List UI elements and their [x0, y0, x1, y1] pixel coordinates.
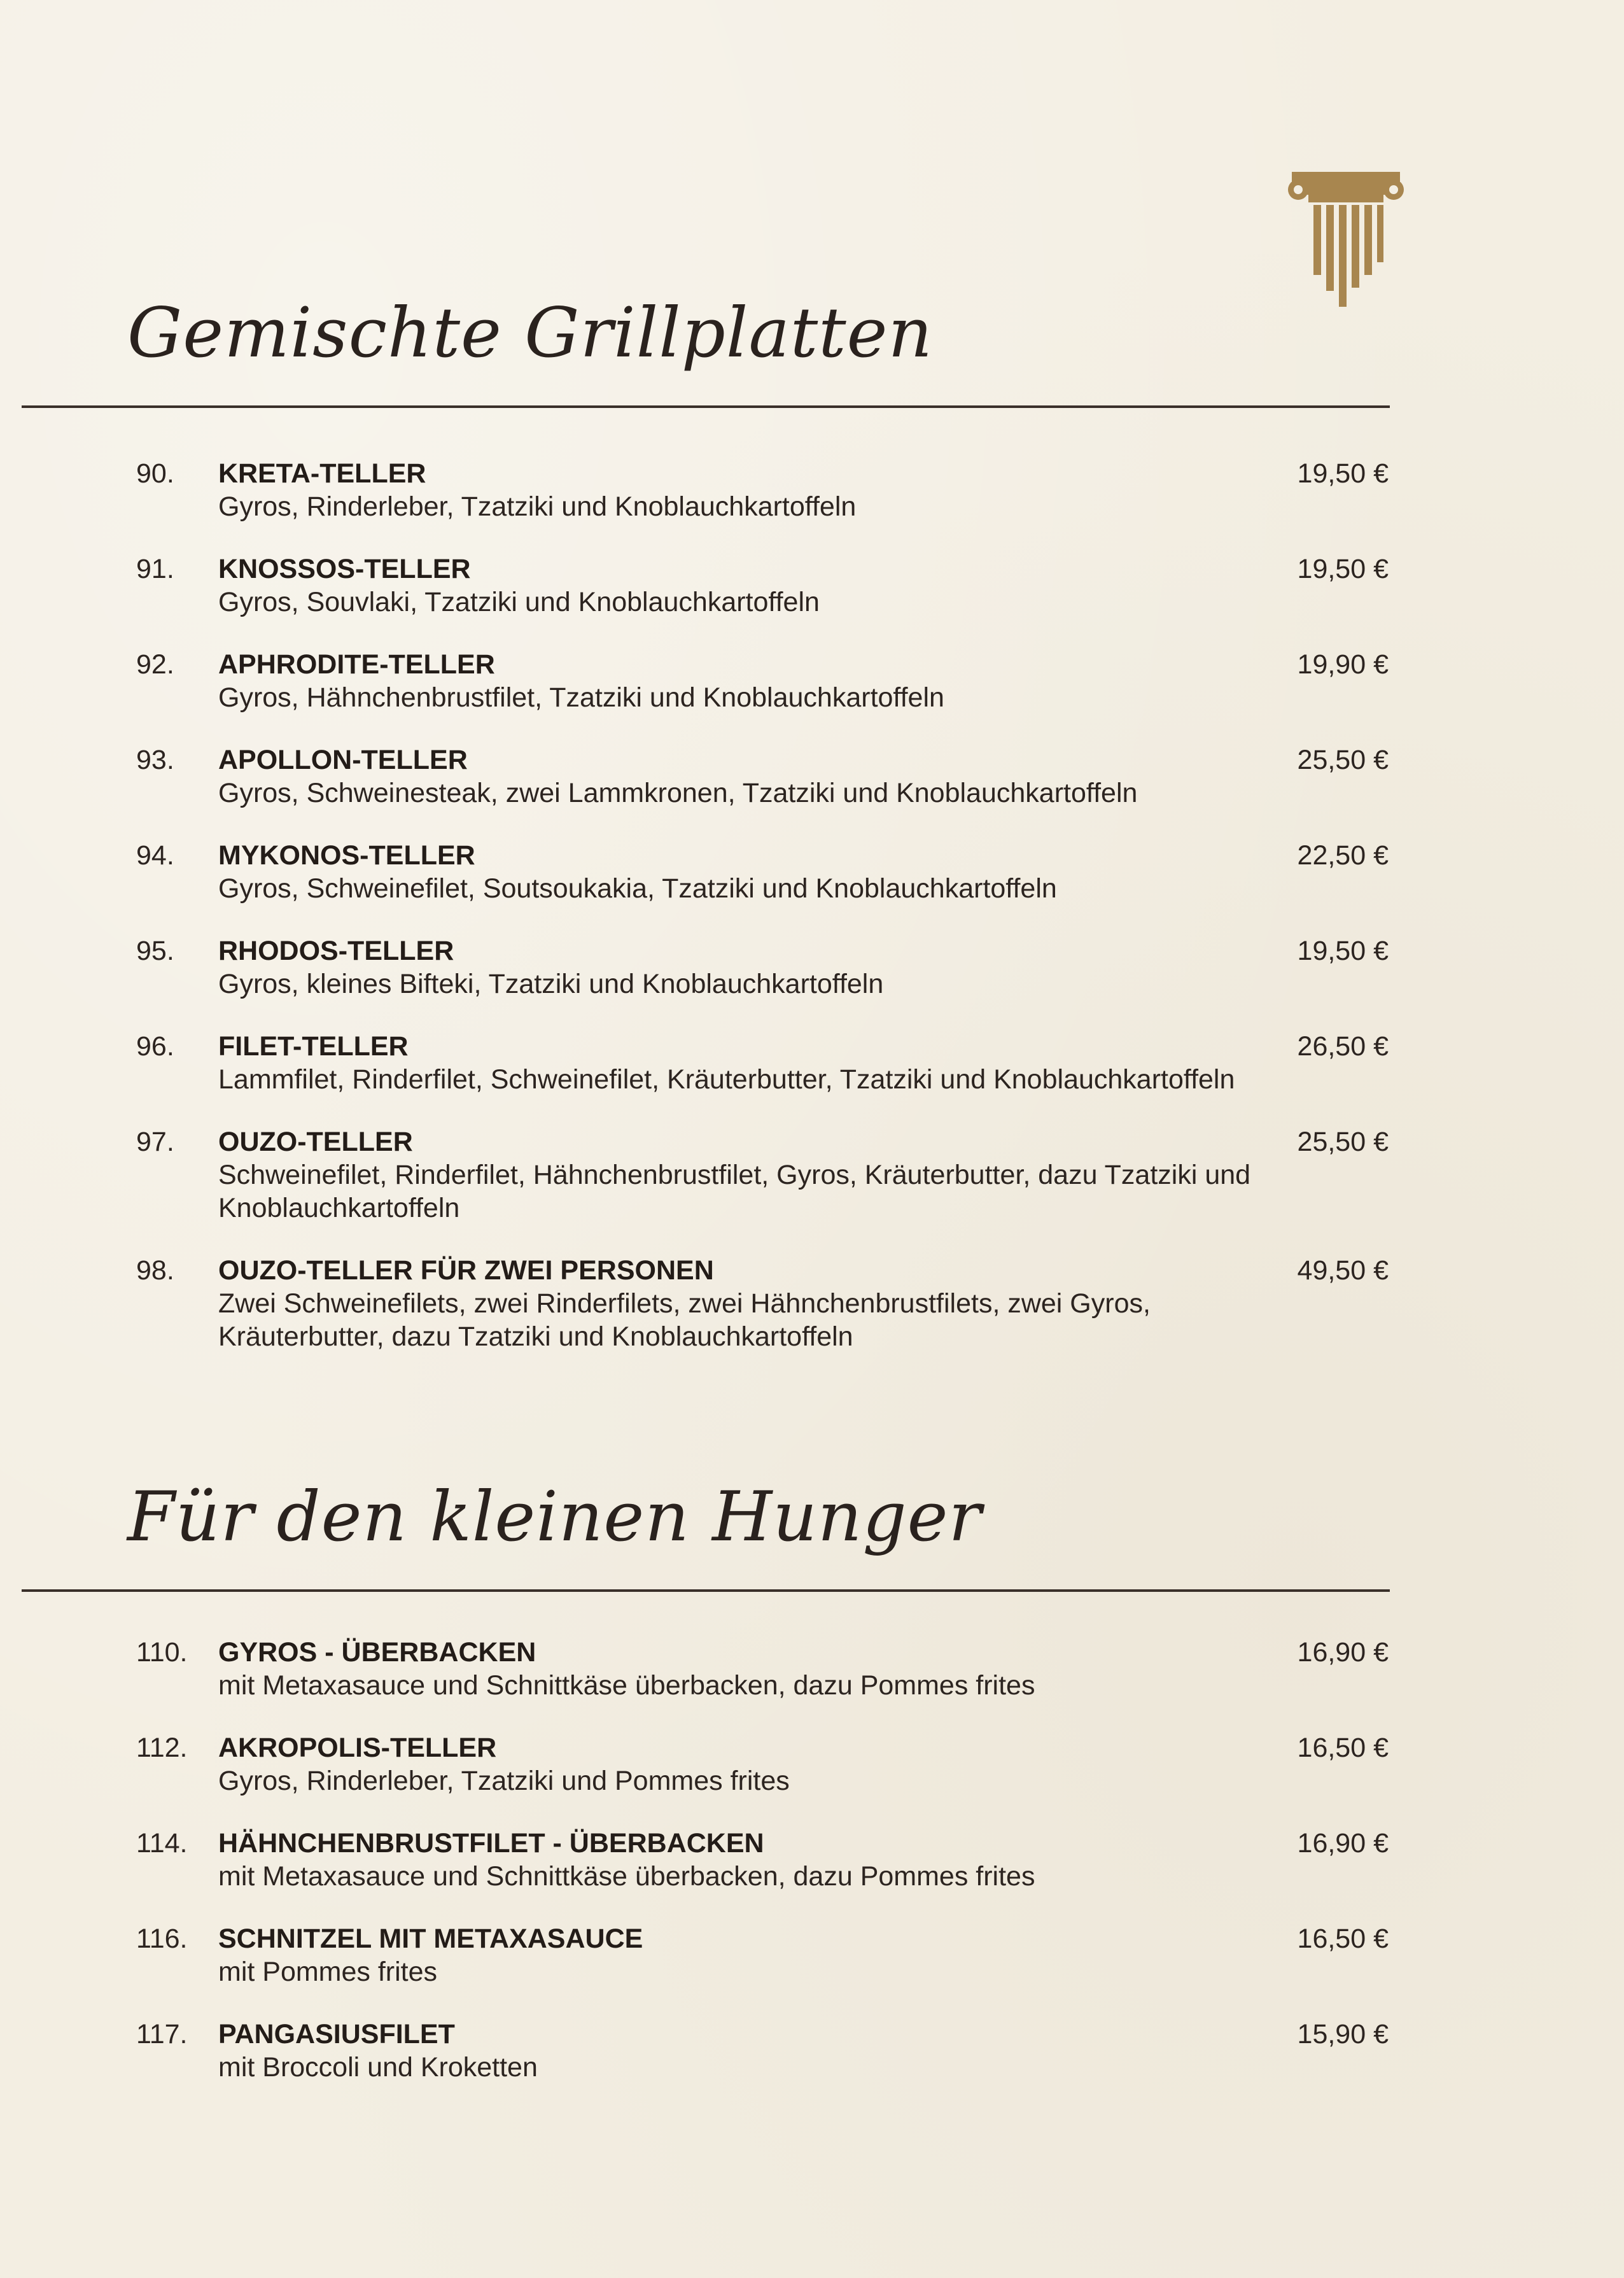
- item-name: APOLLON-TELLER: [218, 745, 468, 775]
- item-description: Gyros, Schweinesteak, zwei Lammkronen, Tzatziki und Knoblauchkartoffeln: [218, 778, 1138, 808]
- item-price: 49,50 €: [1297, 1255, 1389, 1286]
- item-price: 16,50 €: [1297, 1733, 1389, 1763]
- item-name: KRETA-TELLER: [218, 458, 426, 489]
- item-name: SCHNITZEL MIT METAXASAUCE: [218, 1923, 643, 1954]
- menu-item: [0, 2018, 1624, 2084]
- item-description: Gyros, Souvlaki, Tzatziki und Knoblauchkartoffeln: [218, 587, 820, 617]
- section-title-grillplatten: Gemischte Grillplatten: [127, 293, 934, 373]
- item-price: 25,50 €: [1297, 745, 1389, 775]
- item-name: MYKONOS-TELLER: [218, 840, 475, 871]
- item-number: 92.: [136, 649, 174, 680]
- item-description: Zwei Schweinefilets, zwei Rinderfilets, zwei Hähnchenbrustfilets, zwei Gyros, Kräuterbutter, dazu Tzatziki und Knoblauchkartoffeln: [218, 1288, 1151, 1352]
- item-number: 112.: [136, 1733, 188, 1763]
- item-price: 16,90 €: [1297, 1828, 1389, 1859]
- section-title-kleiner-hunger: Für den kleinen Hunger: [127, 1477, 983, 1557]
- item-number: 114.: [136, 1828, 188, 1859]
- menu-item: [0, 1254, 1624, 1353]
- item-number: 94.: [136, 840, 174, 871]
- item-name: HÄHNCHENBRUSTFILET - ÜBERBACKEN: [218, 1828, 764, 1859]
- item-description: Lammfilet, Rinderfilet, Schweinefilet, Kräuterbutter, Tzatziki und Knoblauchkartoffeln: [218, 1064, 1235, 1095]
- item-name: APHRODITE-TELLER: [218, 649, 495, 680]
- item-description: Gyros, Schweinefilet, Soutsoukakia, Tzatziki und Knoblauchkartoffeln: [218, 873, 1057, 904]
- item-number: 110.: [136, 1637, 188, 1668]
- item-description: Gyros, Rinderleber, Tzatziki und Knoblauchkartoffeln: [218, 491, 857, 522]
- menu-list-grillplatten: [0, 457, 1624, 1382]
- section-divider: [22, 1589, 1390, 1592]
- menu-list-kleiner-hunger: [0, 1636, 1624, 2113]
- item-number: 96.: [136, 1031, 174, 1062]
- item-number: 95.: [136, 936, 174, 966]
- menu-item: [0, 552, 1624, 619]
- item-name: OUZO-TELLER FÜR ZWEI PERSONEN: [218, 1255, 714, 1286]
- menu-item: [0, 1922, 1624, 1988]
- menu-item: [0, 839, 1624, 905]
- menu-item: [0, 1827, 1624, 1893]
- item-name: KNOSSOS-TELLER: [218, 554, 471, 584]
- menu-item: [0, 743, 1624, 810]
- item-description: mit Broccoli und Kroketten: [218, 2052, 538, 2083]
- item-price: 16,90 €: [1297, 1637, 1389, 1668]
- item-price: 19,50 €: [1297, 936, 1389, 966]
- item-description: mit Metaxasauce und Schnittkäse überbacken, dazu Pommes frites: [218, 1861, 1035, 1892]
- item-number: 97.: [136, 1127, 174, 1157]
- item-price: 15,90 €: [1297, 2019, 1389, 2049]
- item-description: Gyros, Rinderleber, Tzatziki und Pommes frites: [218, 1766, 790, 1796]
- menu-item: [0, 648, 1624, 714]
- menu-item: [0, 1731, 1624, 1797]
- item-number: 91.: [136, 554, 174, 584]
- item-description: mit Metaxasauce und Schnittkäse überbacken, dazu Pommes frites: [218, 1670, 1035, 1701]
- item-name: RHODOS-TELLER: [218, 936, 454, 966]
- item-name: PANGASIUSFILET: [218, 2019, 455, 2049]
- item-name: OUZO-TELLER: [218, 1127, 413, 1157]
- item-name: AKROPOLIS-TELLER: [218, 1733, 497, 1763]
- item-price: 25,50 €: [1297, 1127, 1389, 1157]
- section-divider: [22, 405, 1390, 408]
- item-price: 19,90 €: [1297, 649, 1389, 680]
- menu-item: [0, 1125, 1624, 1225]
- item-name: GYROS - ÜBERBACKEN: [218, 1637, 536, 1668]
- item-price: 19,50 €: [1297, 458, 1389, 489]
- item-description: Gyros, kleines Bifteki, Tzatziki und Knoblauchkartoffeln: [218, 969, 884, 999]
- item-number: 90.: [136, 458, 174, 489]
- greek-column-icon: [1285, 167, 1406, 310]
- item-description: Schweinefilet, Rinderfilet, Hähnchenbrustfilet, Gyros, Kräuterbutter, dazu Tzatziki und Knoblauchkartoffeln: [218, 1160, 1251, 1223]
- item-number: 116.: [136, 1923, 188, 1954]
- item-number: 98.: [136, 1255, 174, 1286]
- item-price: 26,50 €: [1297, 1031, 1389, 1062]
- item-price: 16,50 €: [1297, 1923, 1389, 1954]
- menu-item: [0, 457, 1624, 523]
- item-number: 93.: [136, 745, 174, 775]
- item-description: Gyros, Hähnchenbrustfilet, Tzatziki und Knoblauchkartoffeln: [218, 682, 944, 713]
- menu-item: [0, 1636, 1624, 1702]
- item-price: 22,50 €: [1297, 840, 1389, 871]
- item-description: mit Pommes frites: [218, 1957, 438, 1987]
- item-price: 19,50 €: [1297, 554, 1389, 584]
- item-name: FILET-TELLER: [218, 1031, 409, 1062]
- menu-item: [0, 1030, 1624, 1096]
- menu-item: [0, 934, 1624, 1001]
- item-number: 117.: [136, 2019, 188, 2049]
